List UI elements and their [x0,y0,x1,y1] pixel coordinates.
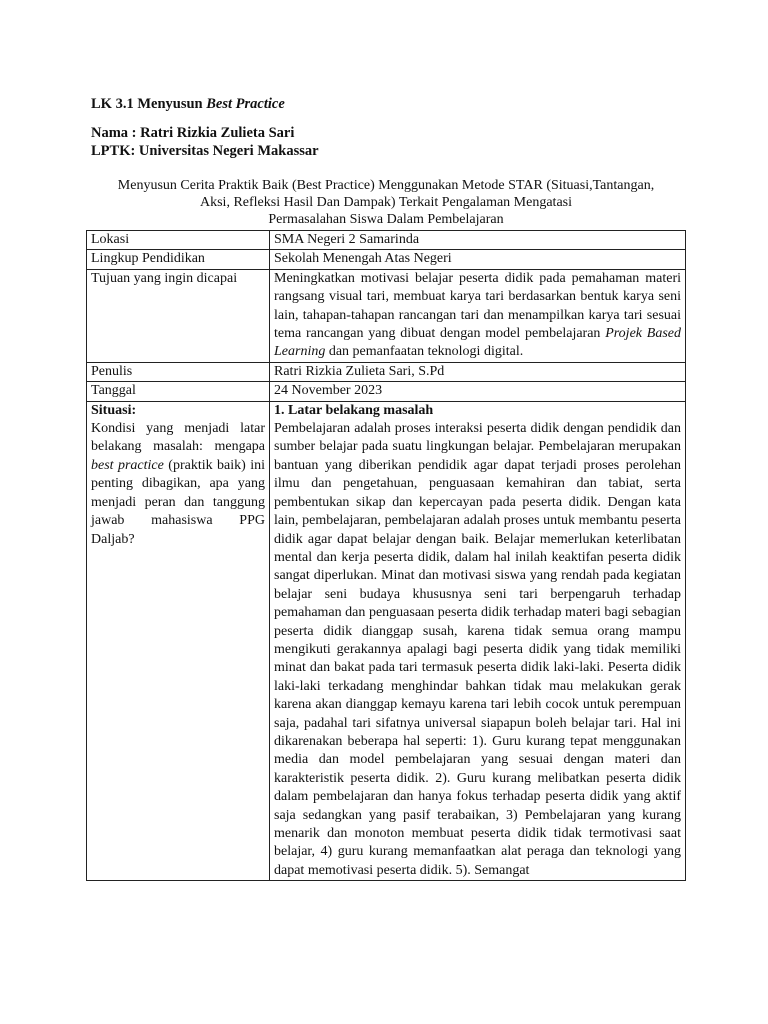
latar-cell [270,401,686,881]
table-row [87,269,686,362]
situasi-cell [87,401,270,881]
intro-heading [86,177,686,228]
penulis-value: Ratri Rizkia Zulieta Sari, S.Pd [270,362,686,381]
table-row [87,250,686,269]
lingkup-value: Sekolah Menengah Atas Negeri [270,250,686,269]
table-row [87,401,686,881]
document-title [91,95,285,113]
latar-body: Pembelajaran adalah proses interaksi peserta didik dengan pendidik dan sumber belajar pada suatu lingkungan belajar. Pembelajaran merupakan bantuan yang diberikan pendidik agar dapat terjadi proses perolehan ilmu dan pengetahuan, penguasaan kemahiran dan tabiat, serta pembentukan sikap dan kepercayan pada peserta didik. Dengan kata lain, pembelajaran, pembelajaran adalah proses untuk membantu peserta didik agar dapat belajar dengan baik. Belajar memerlukan keterlibatan mental dan kerja peserta didik, dalam hal inilah keaktifan peserta didik sangat diperlukan. Minat dan motivasi siswa yang rendah pada kegiatan belajar seni budaya khususnya seni tari berpengaruh terhadap pemahaman dan penguasaan peserta didik terhadap materi bagi sebagian peserta didik dianggap susah, karena tidak semua orang mampu mengikuti gerakannya apalagi bagi peserta didik yang tidak memiliki minat dan bakat pada tari termasuk peserta didik laki-laki. Peserta didik laki-laki terkadang menghindar bahkan tidak mau melakukan gerak karena akan dianggap kemayu karena tari lebih cocok untuk perempuan saja, padahal tari sifatnya universal siapapun boleh belajar tari. Hal ini dikarenakan beberapa hal seperti: 1). Guru kurang tepat menggunakan media dan model pembelajaran yang sesuai dengan materi dan karakteristik peserta didik. 2). Guru kurang melibatkan peserta didik dalam pembelajaran dan hanya fokus terhadap peserta didik yang aktif saja sedangkan yang pasif terabaikan, 3) Pembelajaran yang kurang menarik dan monoton membuat peserta didik tidak termotivasi saat belajar, 4) guru kurang memanfaatkan alat peraga dan teknologi yang dapat memotivasi peserta didik. 5). Semangat [274,421,681,878]
tujuan-value: Meningkatkan motivasi belajar peserta didik pada pemahaman materi rangsang visual tari, membuat karya tari berdasarkan bentuk karya seni lain, tahapan-tahapan rancangan tari dan menampilkan karya tari sesuai tema rancangan yang dibuat dengan model pembelajaran Projek Based Learning dan pemanfaatan teknologi digital. [270,269,686,362]
intro-line-3: Permasalahan Siswa Dalam Pembelajaran [268,212,504,227]
table-row [87,362,686,381]
tanggal-label: Tanggal [87,382,270,401]
tanggal-value: 24 November 2023 [270,382,686,401]
table-row [87,382,686,401]
lokasi-label: Lokasi [87,231,270,250]
penulis-label: Penulis [87,362,270,381]
lptk-line: LPTK: Universitas Negeri Makassar [91,143,319,159]
lokasi-value: SMA Negeri 2 Samarinda [270,231,686,250]
best-practice-table [86,230,686,881]
intro-line-2: Aksi, Refleksi Hasil Dan Dampak) Terkait Pengalaman Mengatasi [200,195,572,210]
title-italic: Best Practice [206,96,285,112]
intro-line-1: Menyusun Cerita Praktik Baik (Best Practice) Menggunakan Metode STAR (Situasi,Tantangan, [117,178,655,193]
latar-heading: 1. Latar belakang masalah [274,402,434,418]
situasi-description: Kondisi yang menjadi latar belakang masalah: mengapa best practice (praktik baik) ini penting dibagikan, apa yang menjadi peran dan tanggung jawab mahasiswa PPG Daljab? [91,421,265,547]
tujuan-label: Tujuan yang ingin dicapai [87,269,270,362]
situasi-label: Situasi: [91,402,137,418]
author-name: Nama : Ratri Rizkia Zulieta Sari [91,125,295,141]
lingkup-label: Lingkup Pendidikan [87,250,270,269]
table-row [87,231,686,250]
title-prefix: LK 3.1 Menyusun [91,96,207,112]
